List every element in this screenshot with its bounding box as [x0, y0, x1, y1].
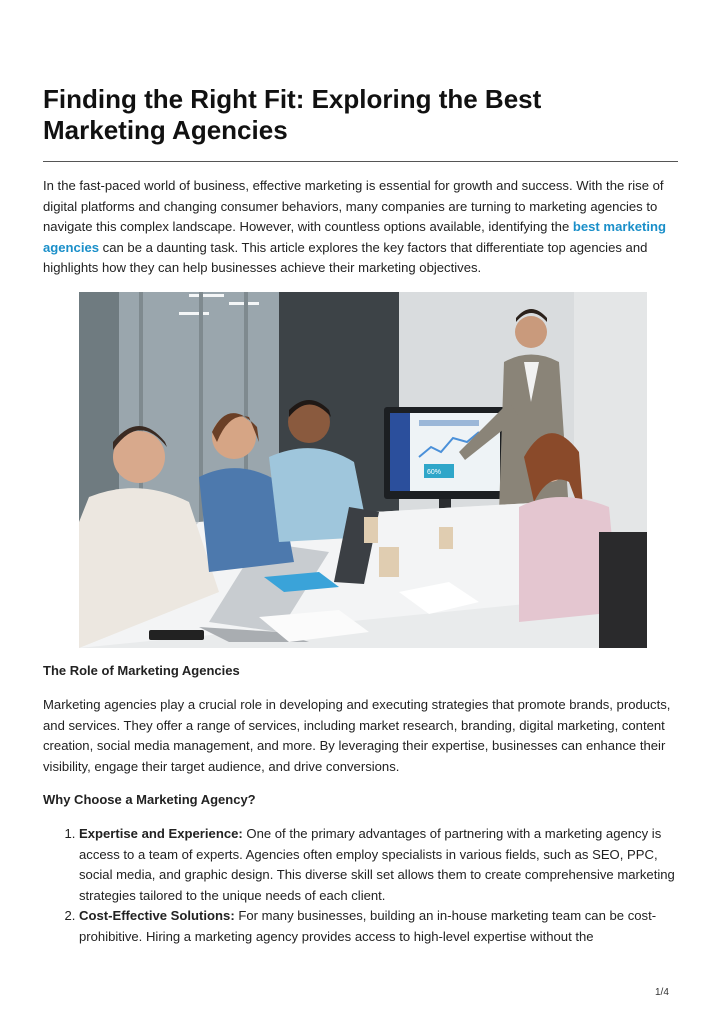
monitor-badge-text: 60% [427, 469, 442, 476]
page-number: 1/4 [655, 987, 669, 998]
list-item-label: Expertise and Experience: [79, 826, 243, 841]
best-agencies-link[interactable]: best marketing agencies [43, 219, 667, 255]
reasons-list [43, 824, 678, 948]
page-title: Finding the Right Fit: Exploring the Best Marketing Agencies [43, 84, 542, 145]
section-paragraph-role: Marketing agencies play a crucial role in developing and executing strategies that promote brands, products, and services. They offer a range of services, including market research, branding, digital marketing, content creation, social media management, and more. By leveraging their expertise, businesses can enhance their visibility, engage their target audience, and drive conversions. [43, 697, 671, 774]
title-divider [43, 161, 678, 162]
intro-text-before: In the fast-paced world of business, effective marketing is essential for growth and success. With the rise of digital platforms and changing consumer behaviors, many companies are turning to marketing agencies to navigate this complex landscape. However, with countless options available, identifying the [43, 178, 664, 235]
list-item-text: For many businesses, building an in-house marketing team can be cost-prohibitive. Hiring a marketing agency provides access to high-level expertise without the [79, 908, 657, 944]
list-item-label: Cost-Effective Solutions: [79, 908, 235, 924]
intro-paragraph [43, 176, 678, 279]
list-item-text: One of the primary advantages of partnering with a marketing agency is access to a team of experts. Agencies often employ specialists in various fields, such as SEO, PPC, social media, and graphic design. This diverse skill set allows them to create comprehensive marketing strategies tailored to the unique needs of each client. [79, 826, 675, 903]
intro-text-after: can be a daunting task. This article explores the key factors that differentiate top agencies and highlights how they can help businesses achieve their marketing objectives. [43, 239, 648, 276]
section-heading-role: The Role of Marketing Agencies [43, 663, 240, 678]
list-item [79, 824, 678, 906]
section-heading-why: Why Choose a Marketing Agency? [43, 792, 256, 807]
list-item [79, 906, 678, 947]
meeting-photo [79, 292, 647, 648]
